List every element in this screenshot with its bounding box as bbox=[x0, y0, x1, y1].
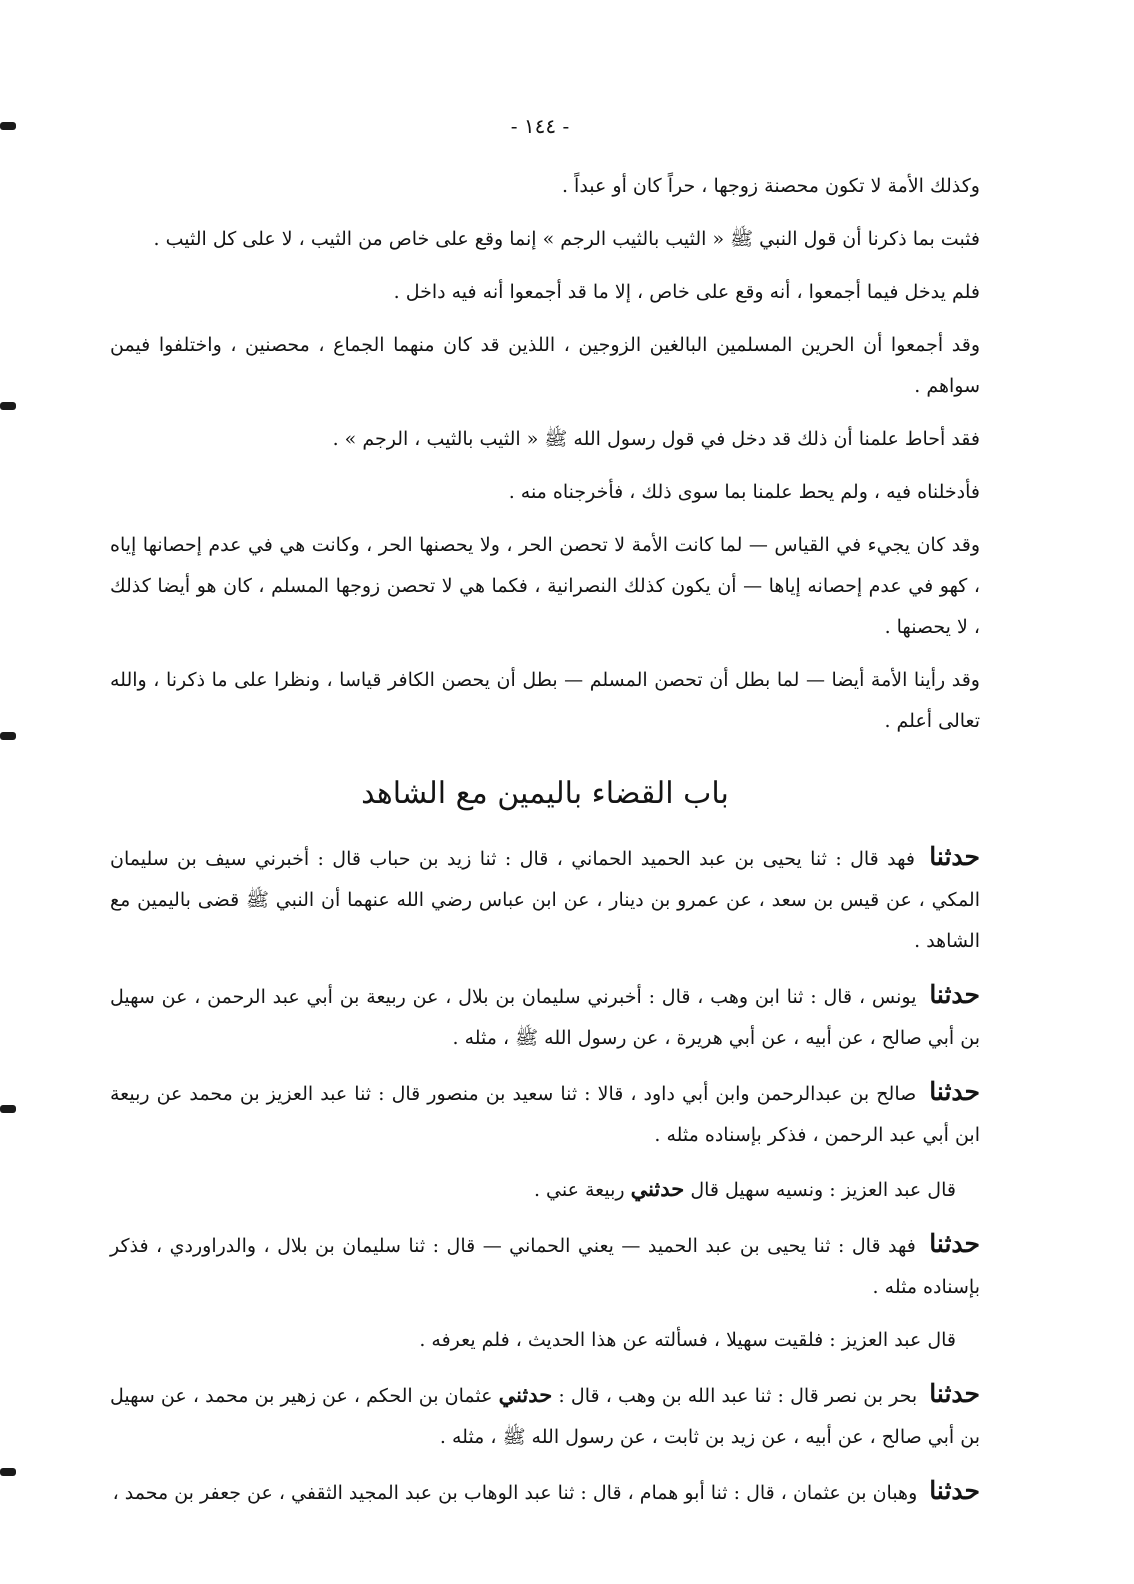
paragraph: وقد رأينا الأمة أيضا — لما بطل أن تحصن المسلم — بطل أن يحصن الكافر قياسا ، ونظرا على ما ذكرنا ، والله تعالى أعلم . bbox=[110, 669, 980, 732]
hadith-keyword: حدثنا bbox=[929, 842, 980, 871]
binding-mark bbox=[0, 1105, 16, 1113]
binding-mark bbox=[0, 402, 16, 410]
paragraph: فقد أحاط علمنا أن ذلك قد دخل في قول رسول الله ﷺ « الثيب بالثيب ، الرجم » . bbox=[332, 428, 980, 450]
hadith-paragraph bbox=[110, 1223, 980, 1308]
paragraph: فلم يدخل فيما أجمعوا ، أنه وقع على خاص ، إلا ما قد أجمعوا أنه فيه داخل . bbox=[393, 281, 980, 303]
paragraph: وقد أجمعوا أن الحرين المسلمين البالغين الزوجين ، اللذين قد كان منهما الجماع ، محصنين ، واختلفوا فيمن سواهم . bbox=[110, 334, 980, 397]
binding-mark bbox=[0, 732, 16, 740]
note-text: قال عبد العزيز : ونسيه سهيل قال bbox=[690, 1179, 956, 1201]
hadith-keyword: حدثنا bbox=[929, 1229, 980, 1258]
page-number: - ١٤٤ - bbox=[510, 114, 570, 138]
hadith-keyword-inline: حدثني bbox=[498, 1382, 553, 1407]
hadith-text: بحر بن نصر قال : ثنا عبد الله بن وهب ، قال : bbox=[558, 1385, 918, 1407]
hadith-keyword: حدثنا bbox=[929, 1077, 980, 1106]
hadith-keyword-inline: حدثني bbox=[630, 1176, 685, 1201]
paragraph: فثبت بما ذكرنا أن قول النبي ﷺ « الثيب بالثيب الرجم » إنما وقع على خاص من الثيب ، لا على كل الثيب . bbox=[153, 228, 980, 250]
note-text: ربيعة عني . bbox=[533, 1179, 625, 1201]
narrator-note bbox=[110, 1168, 980, 1211]
hadith-text: وهبان بن عثمان ، قال : ثنا أبو همام ، قال : ثنا عبد الوهاب بن عبد المجيد الثقفي ، عن جعفر بن محمد ، bbox=[112, 1482, 918, 1504]
hadith-keyword: حدثنا bbox=[929, 1476, 980, 1505]
binding-mark bbox=[0, 122, 16, 130]
hadith-paragraph bbox=[110, 1373, 980, 1458]
paragraph: فأدخلناه فيه ، ولم يحط علمنا بما سوى ذلك ، فأخرجناه منه . bbox=[508, 481, 980, 503]
paragraph: وقد كان يجيء في القياس — لما كانت الأمة لا تحصن الحر ، ولا يحصنها الحر ، وكانت هي في عدم إحصانها إياه ، كهو في عدم إحصانه إياها — أن يكون كذلك النصرانية ، فكما هي لا تحصن زوجها المسلم ، كان هو أيضا كذلك ، لا يحصنها . bbox=[110, 534, 980, 638]
hadith-text: فهد قال : ثنا يحيى بن عبد الحميد — يعني الحماني — قال : ثنا سليمان بن بلال ، والدراوردي ، فذكر بإسناده مثله . bbox=[110, 1235, 980, 1298]
paragraph: وكذلك الأمة لا تكون محصنة زوجها ، حراً كان أو عبداً . bbox=[561, 175, 980, 197]
book-page bbox=[100, 100, 981, 1505]
hadith-paragraph bbox=[110, 974, 980, 1059]
hadith-paragraph bbox=[110, 1470, 980, 1514]
binding-mark bbox=[0, 1468, 16, 1476]
hadith-keyword: حدثنا bbox=[929, 1379, 980, 1408]
hadith-text: فهد قال : ثنا يحيى بن عبد الحميد الحماني ، قال : ثنا زيد بن حباب قال : أخبرني سيف بن سليمان المكي ، عن قيس بن سعد ، عن عمرو بن دينار ، عن ابن عباس رضي الله عنهما أن النبي ﷺ قضى باليمين مع الشاهد . bbox=[110, 848, 980, 952]
page-body bbox=[110, 166, 980, 1526]
hadith-keyword: حدثنا bbox=[929, 980, 981, 1009]
hadith-paragraph bbox=[110, 1071, 980, 1156]
narrator-note: قال عبد العزيز : فلقيت سهيلا ، فسألته عن هذا الحديث ، فلم يعرفه . bbox=[419, 1329, 956, 1351]
hadith-paragraph bbox=[110, 836, 980, 962]
hadith-text: يونس ، قال : ثنا ابن وهب ، قال : أخبرني سليمان بن بلال ، عن ربيعة بن أبي عبد الرحمن ، عن سهيل بن أبي صالح ، عن أبيه ، عن أبي هريرة ، عن رسول الله ﷺ ، مثله . bbox=[110, 986, 980, 1049]
section-title: باب القضاء باليمين مع الشاهد bbox=[361, 776, 729, 811]
hadith-text: عثمان بن الحكم ، عن زهير بن محمد ، عن سهيل بن أبي صالح ، عن أبيه ، عن زيد بن ثابت ، عن رسول الله ﷺ ، مثله . bbox=[110, 1385, 980, 1448]
hadith-text: صالح بن عبدالرحمن وابن أبي داود ، قالا : ثنا سعيد بن منصور قال : ثنا عبد العزيز بن محمد عن ربيعة ابن أبي عبد الرحمن ، فذكر بإسناده مثله . bbox=[110, 1083, 980, 1146]
